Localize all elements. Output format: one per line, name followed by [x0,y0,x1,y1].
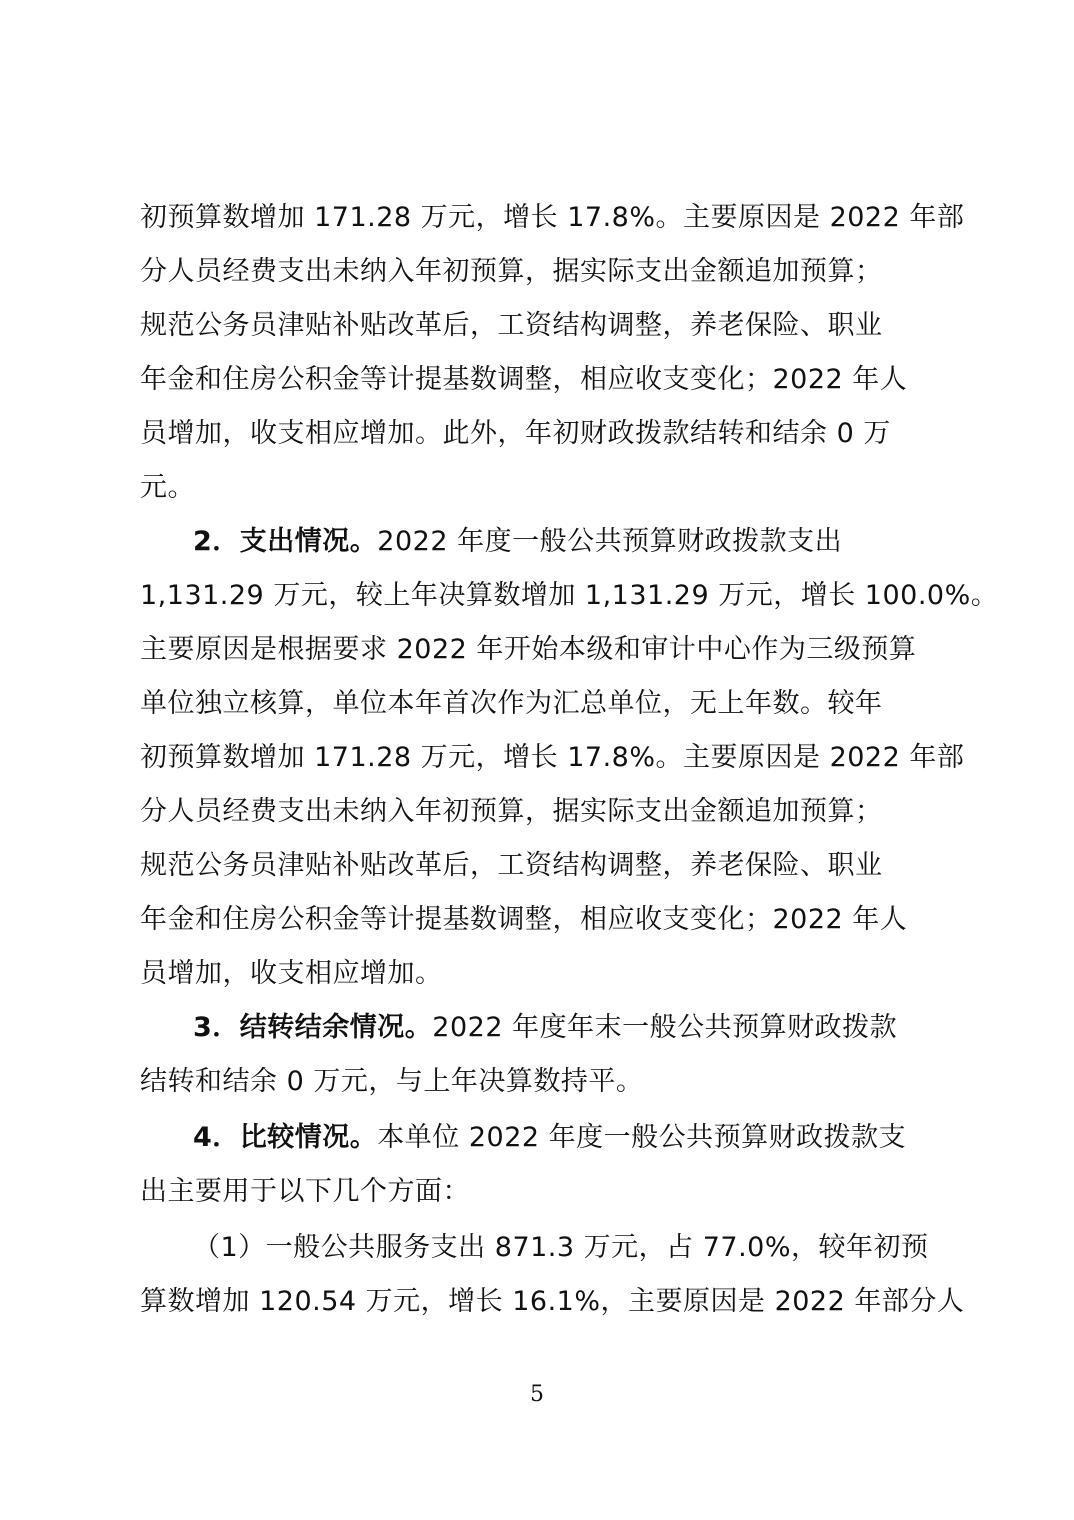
paragraph-text: 2022 年度年末一般公共预算财政拨款 [432,1012,898,1043]
paragraph-line: 出主要用于以下几个方面： [140,1176,470,1207]
paragraph-line: 员增加，收支相应增加。此外，年初财政拨款结转和结余 0 万 [140,418,891,449]
paragraph-line: （1）一般公共服务支出 871.3 万元，占 77.0%，较年初预 [193,1232,929,1263]
paragraph-line: 1,131.29 万元，较上年决算数增加 1,131.29 万元，增长 100.0%。 [140,580,999,611]
section-4-first-line [193,1111,906,1165]
paragraph-line: 规范公务员津贴补贴改革后，工资结构调整，养老保险、职业 [140,310,883,341]
paragraph-text: 2022 年度一般公共预算财政拨款支出 [377,526,843,557]
section-3-first-line [193,1001,897,1055]
paragraph-line: 员增加，收支相应增加。 [140,958,443,989]
paragraph-line: 分人员经费支出未纳入年初预算，据实际支出金额追加预算； [140,796,883,827]
paragraph-text: 本单位 2022 年度一般公共预算财政拨款支 [377,1122,907,1153]
paragraph-line: 年金和住房公积金等计提基数调整，相应收支变化；2022 年人 [140,904,908,935]
paragraph-line: 分人员经费支出未纳入年初预算，据实际支出金额追加预算； [140,256,883,287]
section-2-first-line [193,515,842,569]
paragraph-line: 主要原因是根据要求 2022 年开始本级和审计中心作为三级预算 [140,634,917,665]
paragraph-line: 初预算数增加 171.28 万元，增长 17.8%。主要原因是 2022 年部 [140,202,965,233]
section-heading: 3．结转结余情况。 [193,1012,433,1043]
paragraph-line: 规范公务员津贴补贴改革后，工资结构调整，养老保险、职业 [140,850,883,881]
paragraph-line: 初预算数增加 171.28 万元，增长 17.8%。主要原因是 2022 年部 [140,742,965,773]
paragraph-line: 结转和结余 0 万元，与上年决算数持平。 [140,1066,644,1097]
paragraph-line: 算数增加 120.54 万元，增长 16.1%，主要原因是 2022 年部分人 [140,1286,965,1317]
paragraph-line: 元。 [140,472,195,503]
section-heading: 2．支出情况。 [193,526,378,557]
paragraph-line: 单位独立核算，单位本年首次作为汇总单位，无上年数。较年 [140,688,883,719]
paragraph-line: 年金和住房公积金等计提基数调整，相应收支变化；2022 年人 [140,364,908,395]
page-number: 5 [530,1382,544,1407]
section-heading: 4．比较情况。 [193,1122,378,1153]
